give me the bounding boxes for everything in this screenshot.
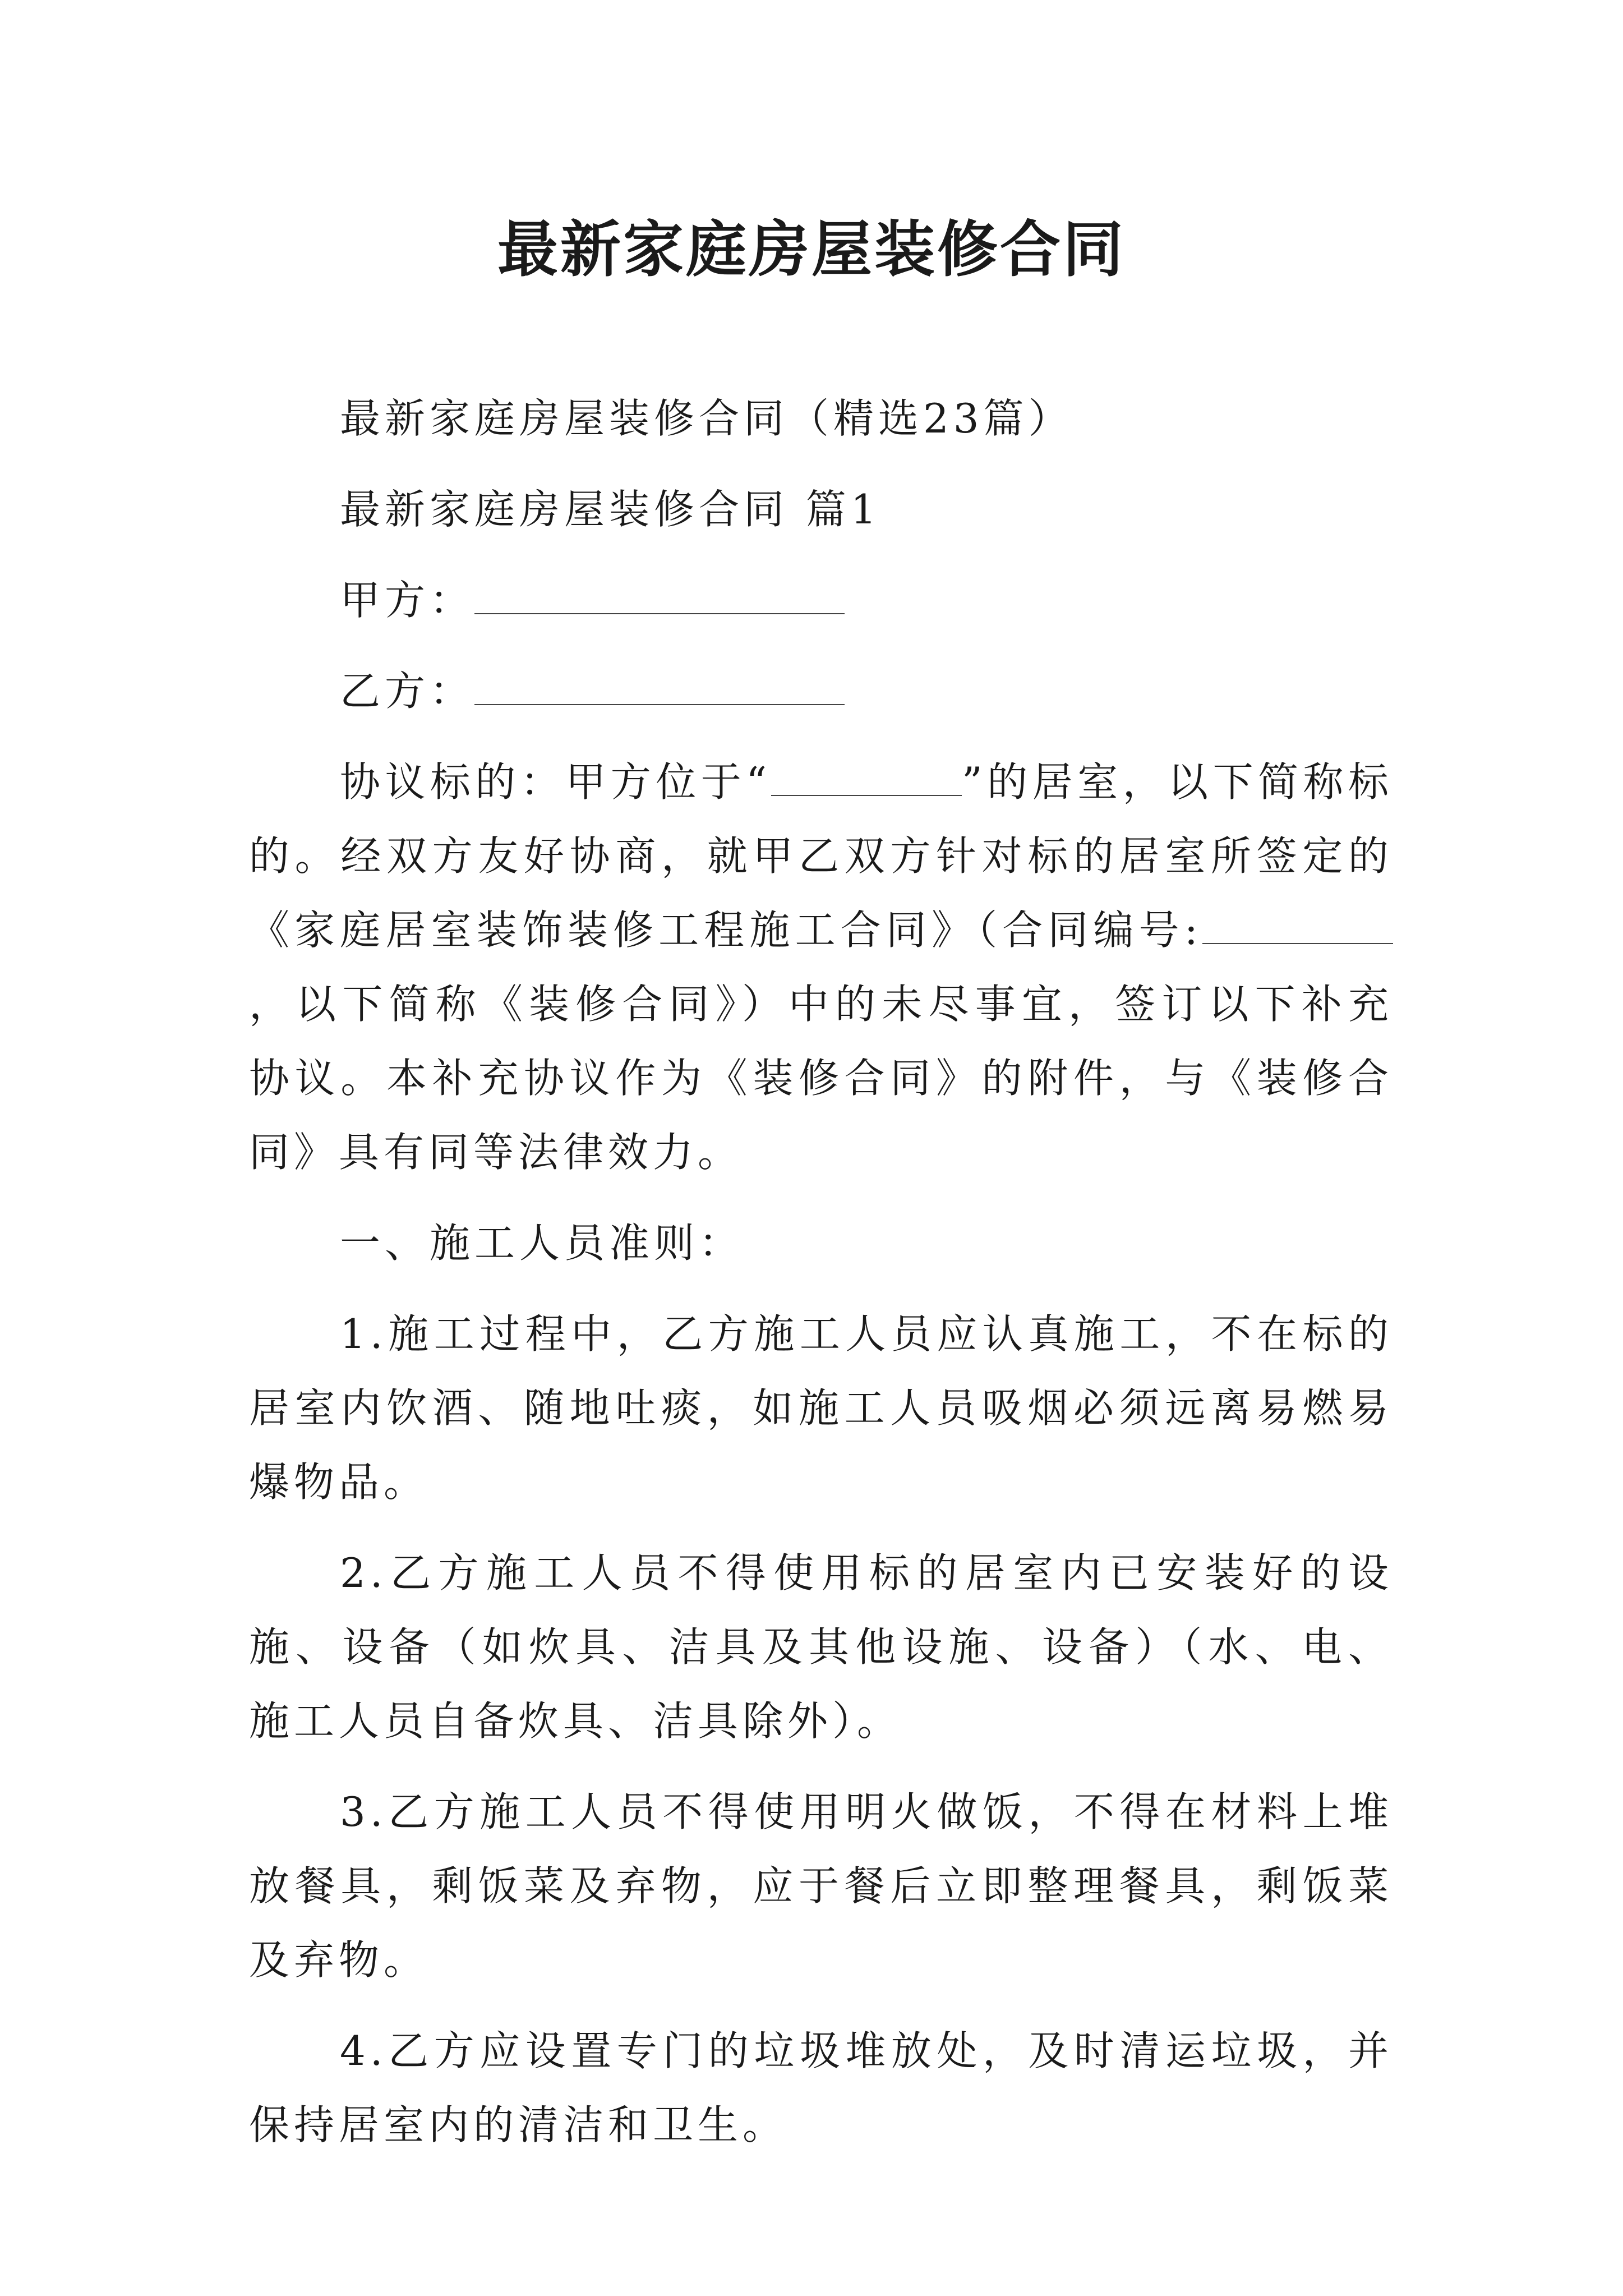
party-a-line	[249, 563, 1393, 637]
subtitle: 最新家庭房屋装修合同（精选23篇）	[340, 395, 1073, 442]
agreement-text-2: ”的居室，以下简称标的。经双方友好协商，就甲乙双方针对标的居室所签定的《家庭居室装饰装修工程施工合同》（合同编号:	[249, 758, 1393, 954]
contract-number-blank	[1202, 906, 1393, 944]
document-body	[249, 381, 1393, 2179]
rules-heading: 一、施工人员准则：	[340, 1220, 744, 1267]
party-a-blank	[474, 576, 845, 614]
rule-item-2: 2.乙方施工人员不得使用标的居室内已安装好的设施、设备（如炊具、洁具及其他设施、设备）（水、电、施工人员自备炊具、洁具除外）。	[249, 1549, 1393, 1745]
party-a-label: 甲方：	[340, 577, 475, 624]
party-b-blank	[474, 667, 845, 705]
document-title: 最新家庭房屋装修合同	[497, 214, 1126, 285]
rule-item-3: 3.乙方施工人员不得使用明火做饭，不得在材料上堆放餐具，剩饭菜及弃物，应于餐后立即整理餐具，剩饭菜及弃物。	[249, 1788, 1393, 1984]
section-heading: 最新家庭房屋装修合同 篇1	[340, 486, 881, 533]
rule-item-1: 1.施工过程中，乙方施工人员应认真施工，不在标的居室内饮酒、随地吐痰，如施工人员吸烟必须远离易燃易爆物品。	[249, 1310, 1393, 1506]
rule-item-4: 4.乙方应设置专门的垃圾堆放处，及时清运垃圾，并保持居室内的清洁和卫生。	[249, 2027, 1393, 2148]
location-blank	[771, 758, 962, 796]
party-b-label: 乙方：	[340, 668, 475, 715]
agreement-paragraph	[249, 745, 1393, 1189]
party-b-line	[249, 654, 1393, 728]
agreement-text-3: ，以下简称《装修合同》）中的未尽事宜，签订以下补充协议。本补充协议作为《装修合同》的附件，与《装修合同》具有同等法律效力。	[249, 981, 1393, 1176]
agreement-text-1: 协议标的：甲方位于“	[340, 758, 771, 806]
